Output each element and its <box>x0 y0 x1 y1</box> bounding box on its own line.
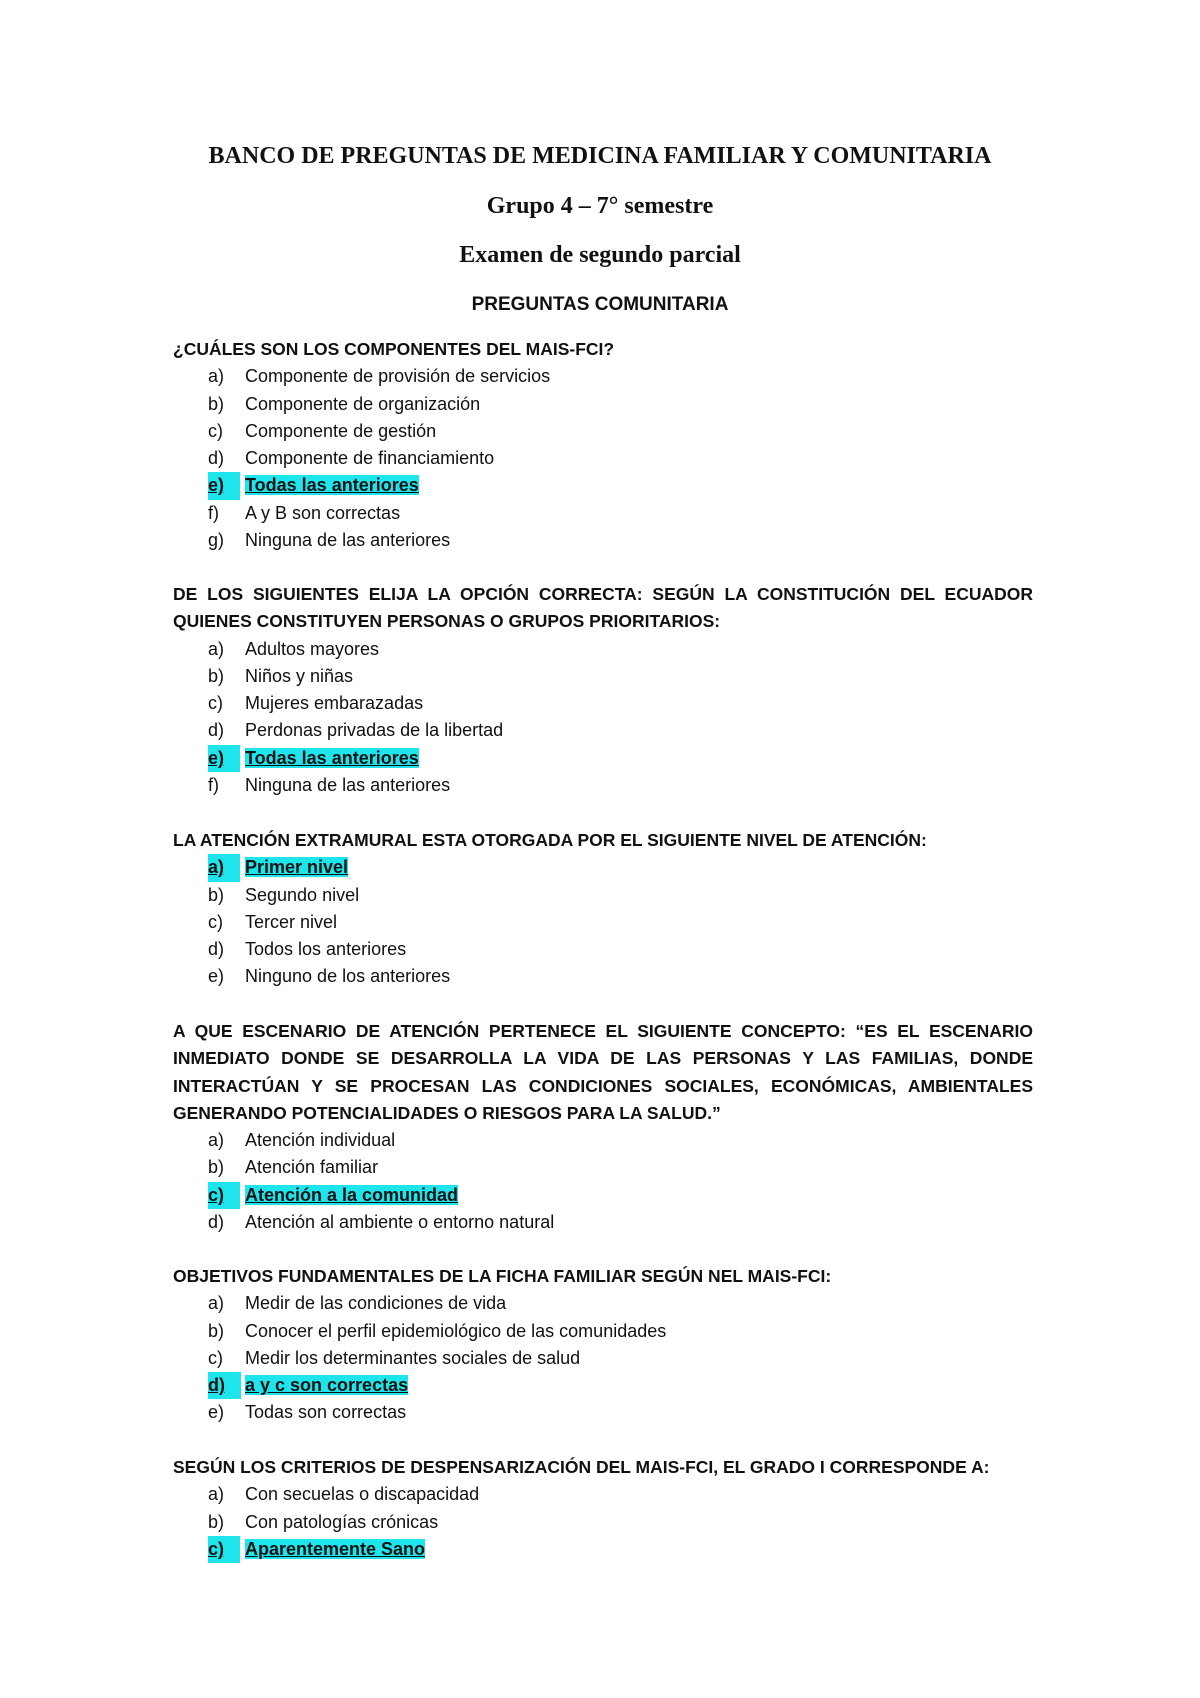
option-item <box>173 1127 1033 1154</box>
option-letter: b) <box>208 1320 225 1341</box>
option-text: Tercer nivel <box>245 911 338 932</box>
option-list <box>173 636 1033 800</box>
option-item <box>173 1290 1033 1317</box>
option-item <box>173 1399 1033 1426</box>
option-letter: e) <box>208 472 240 499</box>
option-text: Componente de financiamiento <box>245 448 495 469</box>
option-text: Medir de las condiciones de vida <box>245 1293 507 1314</box>
option-letter: g) <box>208 530 225 551</box>
question-block <box>173 1454 1033 1563</box>
option-item <box>173 636 1033 663</box>
option-text: Niños y niñas <box>245 665 354 686</box>
correct-option-item <box>173 1372 1033 1399</box>
option-text: Con patologías crónicas <box>245 1511 439 1532</box>
question-block <box>173 827 1033 991</box>
option-letter: a) <box>208 1130 225 1151</box>
option-text: Ninguna de las anteriores <box>245 775 451 796</box>
option-letter: b) <box>208 1511 225 1532</box>
question-block <box>173 1018 1033 1236</box>
option-letter: c) <box>208 693 223 714</box>
option-letter: a) <box>208 1484 225 1505</box>
option-text: Atención familiar <box>245 1157 379 1178</box>
option-text: Medir los determinantes sociales de salud <box>245 1347 581 1368</box>
correct-option-item <box>173 1536 1033 1563</box>
question-text: DE LOS SIGUIENTES ELIJA LA OPCIÓN CORRECTA: SEGÚN LA CONSTITUCIÓN DEL ECUADOR QUIENES CONSTITUYEN PERSONAS O GRUPOS PRIORITARIOS: <box>173 584 1033 632</box>
option-letter: a) <box>208 854 240 881</box>
question-text: ¿CUÁLES SON LOS COMPONENTES DEL MAIS-FCI? <box>173 339 615 359</box>
option-letter: c) <box>208 1536 240 1563</box>
option-item <box>173 936 1033 963</box>
option-item <box>173 663 1033 690</box>
option-letter: d) <box>208 1212 225 1233</box>
option-list <box>173 1127 1033 1236</box>
option-item <box>173 772 1033 799</box>
question-block <box>173 336 1033 554</box>
question-block <box>173 1263 1033 1427</box>
option-text: Mujeres embarazadas <box>245 693 424 714</box>
option-text: Componente de organización <box>245 393 481 414</box>
option-letter: b) <box>208 393 225 414</box>
option-text: Aparentemente Sano <box>245 1538 426 1559</box>
option-list <box>173 1481 1033 1563</box>
option-text: Ninguna de las anteriores <box>245 530 451 551</box>
option-item <box>173 963 1033 990</box>
option-text: A y B son correctas <box>245 502 401 523</box>
correct-option-item <box>173 1182 1033 1209</box>
option-letter: b) <box>208 884 225 905</box>
question-text: LA ATENCIÓN EXTRAMURAL ESTA OTORGADA POR EL SIGUIENTE NIVEL DE ATENCIÓN: <box>173 830 927 850</box>
option-letter: e) <box>208 745 240 772</box>
document-title: BANCO DE PREGUNTAS DE MEDICINA FAMILIAR Y COMUNITARIA <box>208 143 992 169</box>
option-letter: b) <box>208 665 225 686</box>
option-letter: e) <box>208 1402 225 1423</box>
option-letter: d) <box>208 448 225 469</box>
question-block <box>173 581 1033 799</box>
option-text: Atención a la comunidad <box>245 1184 459 1205</box>
option-letter: e) <box>208 966 225 987</box>
option-item <box>173 418 1033 445</box>
option-letter: c) <box>208 911 223 932</box>
option-letter: a) <box>208 1293 225 1314</box>
option-text: Atención al ambiente o entorno natural <box>245 1212 555 1233</box>
option-list <box>173 1290 1033 1426</box>
option-letter: d) <box>208 720 225 741</box>
question-text: SEGÚN LOS CRITERIOS DE DESPENSARIZACIÓN DEL MAIS-FCI, EL GRADO I CORRESPONDE A: <box>173 1457 990 1477</box>
option-text: Todas las anteriores <box>245 475 419 496</box>
option-text: Componente de gestión <box>245 420 437 441</box>
option-item <box>173 1345 1033 1372</box>
option-item <box>173 363 1033 390</box>
option-letter: a) <box>208 638 225 659</box>
option-item <box>173 1154 1033 1181</box>
option-text: Todos los anteriores <box>245 939 407 960</box>
option-letter: f) <box>208 775 219 796</box>
question-text: OBJETIVOS FUNDAMENTALES DE LA FICHA FAMILIAR SEGÚN NEL MAIS-FCI: <box>173 1266 832 1286</box>
option-text: Conocer el perfil epidemiológico de las comunidades <box>245 1320 667 1341</box>
correct-option-item <box>173 745 1033 772</box>
option-item <box>173 527 1033 554</box>
option-letter: c) <box>208 1182 240 1209</box>
option-letter: c) <box>208 1347 223 1368</box>
option-item <box>173 1509 1033 1536</box>
option-text: Atención individual <box>245 1130 396 1151</box>
option-item <box>173 1318 1033 1345</box>
exam-title: Examen de segundo parcial <box>459 242 741 268</box>
option-letter: b) <box>208 1157 225 1178</box>
option-text: Segundo nivel <box>245 884 360 905</box>
option-text: Componente de provisión de servicios <box>245 366 551 387</box>
option-letter: d) <box>208 939 225 960</box>
option-item <box>173 690 1033 717</box>
option-item <box>173 717 1033 744</box>
option-list <box>173 363 1033 554</box>
option-text: Todas son correctas <box>245 1402 407 1423</box>
option-text: Perdonas privadas de la libertad <box>245 720 504 741</box>
option-text: Adultos mayores <box>245 638 380 659</box>
question-text: A QUE ESCENARIO DE ATENCIÓN PERTENECE EL SIGUIENTE CONCEPTO: “ES EL ESCENARIO INMEDIATO DONDE SE DESARROLLA LA VIDA DE LAS PERSONAS Y LAS FAMILIAS, DONDE INTERACTÚAN Y SE PROCESAN LAS CONDICIONES SOCIALES, ECONÓMICAS, AMBIENTALES GENERANDO POTENCIALIDADES O RIESGOS PARA LA SALUD.” <box>173 1021 1033 1123</box>
option-letter: c) <box>208 420 223 441</box>
option-item <box>173 391 1033 418</box>
section-title: PREGUNTAS COMUNITARIA <box>471 294 729 315</box>
option-text: a y c son correctas <box>245 1375 409 1396</box>
correct-option-item <box>173 854 1033 881</box>
option-text: Primer nivel <box>245 857 349 878</box>
option-item <box>173 500 1033 527</box>
option-letter: f) <box>208 502 219 523</box>
option-letter: a) <box>208 366 225 387</box>
option-list <box>173 854 1033 990</box>
option-text: Con secuelas o discapacidad <box>245 1484 480 1505</box>
option-item <box>173 909 1033 936</box>
correct-option-item <box>173 472 1033 499</box>
document-subtitle: Grupo 4 – 7° semestre <box>486 193 714 219</box>
option-text: Ninguno de los anteriores <box>245 966 451 987</box>
option-item <box>173 882 1033 909</box>
option-item <box>173 1209 1033 1236</box>
option-letter: d) <box>208 1372 241 1399</box>
option-item <box>173 445 1033 472</box>
option-text: Todas las anteriores <box>245 747 419 768</box>
option-item <box>173 1481 1033 1508</box>
